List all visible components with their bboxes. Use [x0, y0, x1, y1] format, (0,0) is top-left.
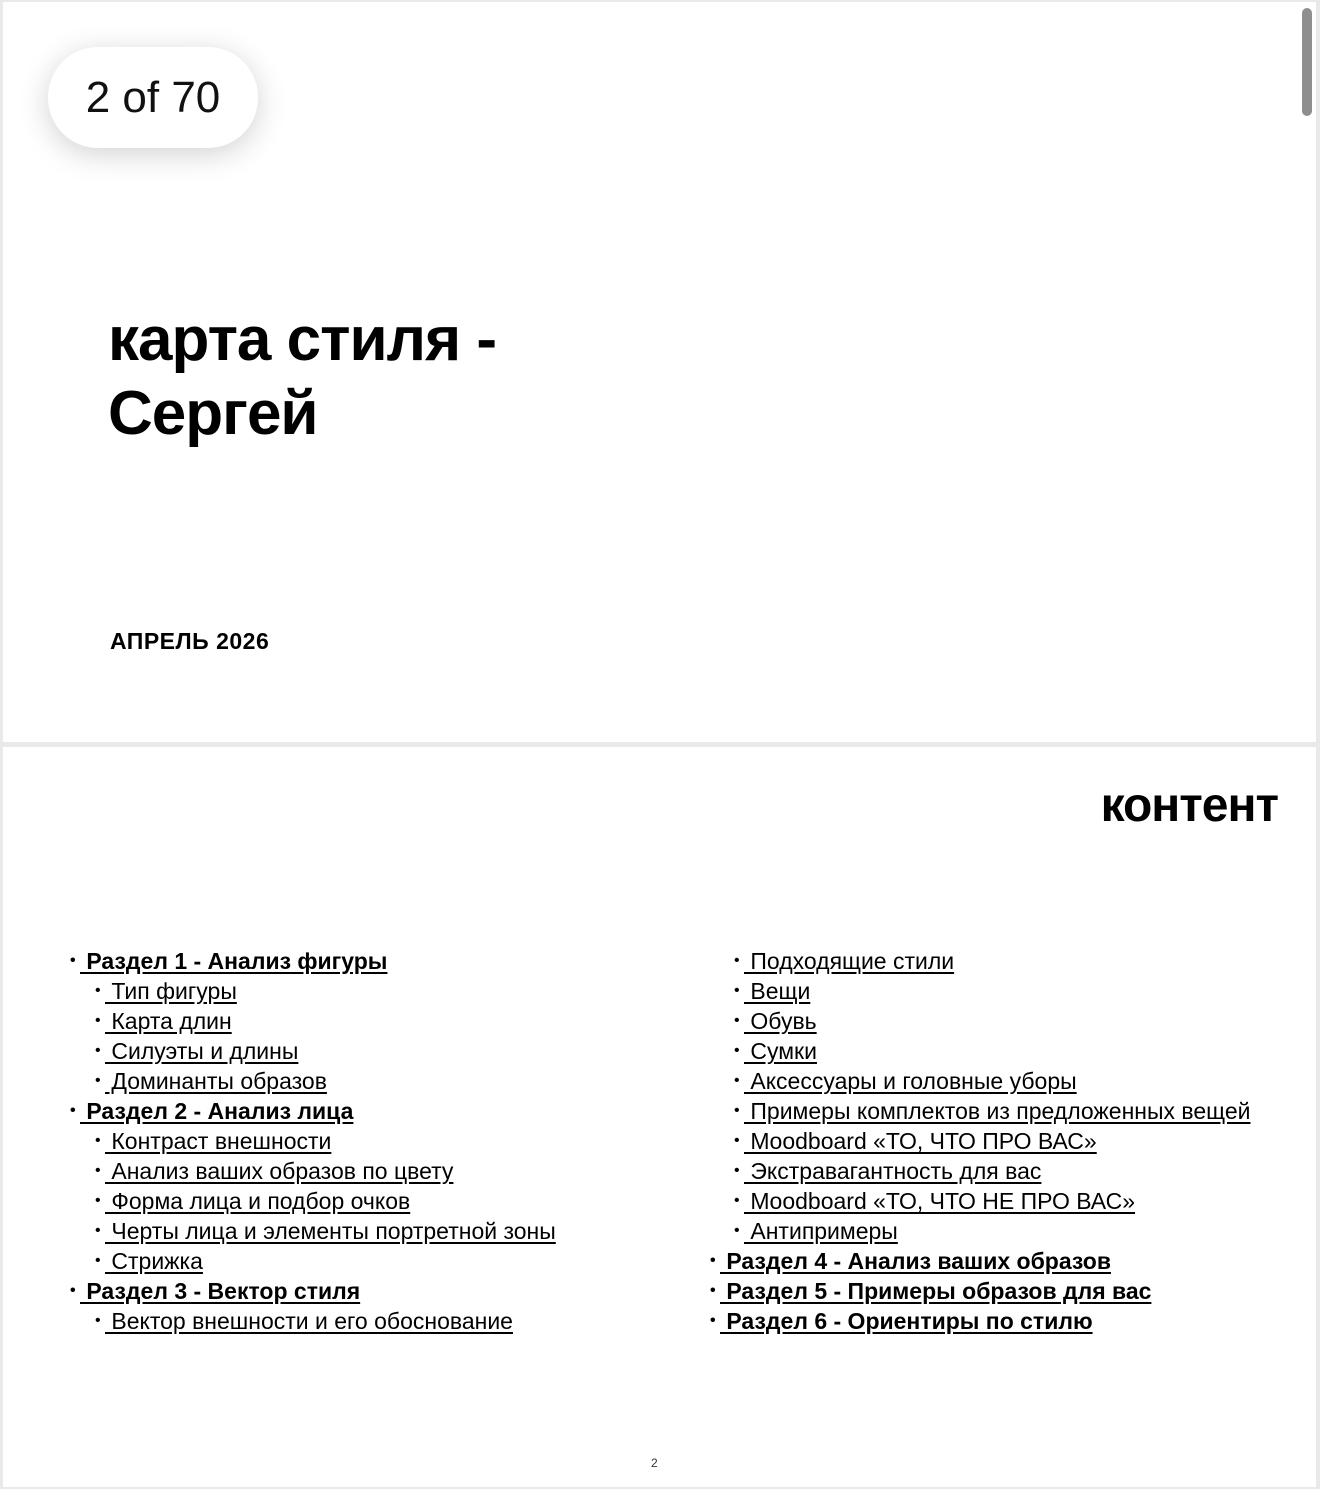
toc-subitem — [70, 1246, 556, 1276]
toc-section-item — [70, 946, 556, 976]
toc-subitem — [70, 1066, 556, 1096]
toc-section-item — [710, 1306, 1250, 1336]
toc-link[interactable]: Moodboard «ТО, ЧТО НЕ ПРО ВАС» — [744, 1188, 1136, 1214]
bullet-icon: • — [734, 1192, 740, 1209]
toc-subitem — [710, 1216, 1250, 1246]
bullet-icon: • — [95, 982, 101, 999]
toc-link[interactable]: Доминанты образов — [105, 1068, 327, 1094]
toc-subitem — [70, 1126, 556, 1156]
bullet-icon: • — [70, 1102, 76, 1119]
toc-subitem — [70, 1186, 556, 1216]
toc-subitem — [70, 1156, 556, 1186]
toc-right-column — [710, 946, 1250, 1336]
toc-link[interactable]: Контраст внешности — [105, 1128, 332, 1154]
toc-link[interactable]: Черты лица и элементы портретной зоны — [105, 1218, 556, 1244]
bullet-icon: • — [734, 1222, 740, 1239]
toc-subitem — [70, 976, 556, 1006]
bullet-icon: • — [734, 1102, 740, 1119]
toc-link[interactable]: Тип фигуры — [105, 978, 237, 1004]
toc-link[interactable]: Раздел 6 - Ориентиры по стилю — [720, 1308, 1093, 1334]
toc-subitem — [710, 946, 1250, 976]
toc-subitem — [710, 1036, 1250, 1066]
toc-link[interactable]: Вещи — [744, 978, 811, 1004]
vertical-scrollbar[interactable] — [1302, 8, 1312, 116]
toc-link[interactable]: Антипримеры — [744, 1218, 898, 1244]
toc-subitem — [70, 1216, 556, 1246]
toc-link[interactable]: Обувь — [744, 1008, 817, 1034]
page-indicator: 2 of 70 — [48, 47, 258, 148]
toc-link[interactable]: Раздел 5 - Примеры образов для вас — [720, 1278, 1152, 1304]
toc-section-item — [70, 1276, 556, 1306]
toc-link[interactable]: Сумки — [744, 1038, 817, 1064]
bullet-icon: • — [734, 1012, 740, 1029]
toc-link[interactable]: Аксессуары и головные уборы — [744, 1068, 1077, 1094]
bullet-icon: • — [95, 1072, 101, 1089]
contents-heading: контент — [1100, 779, 1278, 832]
toc-link[interactable]: Раздел 1 - Анализ фигуры — [80, 948, 388, 974]
bullet-icon: • — [710, 1282, 716, 1299]
title-line-1: карта стиля - — [108, 305, 497, 374]
toc-link[interactable]: Подходящие стили — [744, 948, 955, 974]
bullet-icon: • — [95, 1042, 101, 1059]
bullet-icon: • — [95, 1192, 101, 1209]
toc-section-item — [70, 1096, 556, 1126]
toc-subitem — [710, 1096, 1250, 1126]
toc-subitem — [710, 1156, 1250, 1186]
toc-left-column — [70, 946, 556, 1336]
toc-subitem — [70, 1306, 556, 1336]
toc-subitem — [710, 976, 1250, 1006]
toc-link[interactable]: Вектор внешности и его обоснование — [105, 1308, 513, 1334]
toc-link[interactable]: Карта длин — [105, 1008, 232, 1034]
title-line-2: Сергей — [108, 379, 318, 448]
toc-subitem — [710, 1066, 1250, 1096]
toc-link[interactable]: Форма лица и подбор очков — [105, 1188, 411, 1214]
toc-subitem — [710, 1006, 1250, 1036]
slide-title — [108, 303, 496, 451]
toc-link[interactable]: Раздел 3 - Вектор стиля — [80, 1278, 361, 1304]
bullet-icon: • — [734, 952, 740, 969]
bullet-icon: • — [70, 1282, 76, 1299]
toc-section-item — [710, 1276, 1250, 1306]
bullet-icon: • — [734, 1042, 740, 1059]
toc-link[interactable]: Раздел 2 - Анализ лица — [80, 1098, 354, 1124]
toc-link[interactable]: Стрижка — [105, 1248, 203, 1274]
page-number: 2 — [651, 1456, 658, 1470]
toc-subitem — [710, 1186, 1250, 1216]
toc-link[interactable]: Экстравагантность для вас — [744, 1158, 1042, 1184]
toc-section-item — [710, 1246, 1250, 1276]
toc-link[interactable]: Раздел 4 - Анализ ваших образов — [720, 1248, 1111, 1274]
bullet-icon: • — [95, 1012, 101, 1029]
toc-link[interactable]: Силуэты и длины — [105, 1038, 299, 1064]
toc-link[interactable]: Примеры комплектов из предложенных вещей — [744, 1098, 1251, 1124]
bullet-icon: • — [734, 1072, 740, 1089]
bullet-icon: • — [95, 1222, 101, 1239]
toc-link[interactable]: Анализ ваших образов по цвету — [105, 1158, 454, 1184]
bullet-icon: • — [95, 1162, 101, 1179]
bullet-icon: • — [95, 1252, 101, 1269]
slide-date: АПРЕЛЬ 2026 — [110, 628, 270, 654]
toc-subitem — [710, 1126, 1250, 1156]
toc-subitem — [70, 1036, 556, 1066]
bullet-icon: • — [70, 952, 76, 969]
toc-link[interactable]: Moodboard «ТО, ЧТО ПРО ВАС» — [744, 1128, 1097, 1154]
bullet-icon: • — [95, 1132, 101, 1149]
bullet-icon: • — [95, 1312, 101, 1329]
bullet-icon: • — [710, 1252, 716, 1269]
bullet-icon: • — [734, 1132, 740, 1149]
bullet-icon: • — [710, 1312, 716, 1329]
toc-subitem — [70, 1006, 556, 1036]
bullet-icon: • — [734, 1162, 740, 1179]
bullet-icon: • — [734, 982, 740, 999]
